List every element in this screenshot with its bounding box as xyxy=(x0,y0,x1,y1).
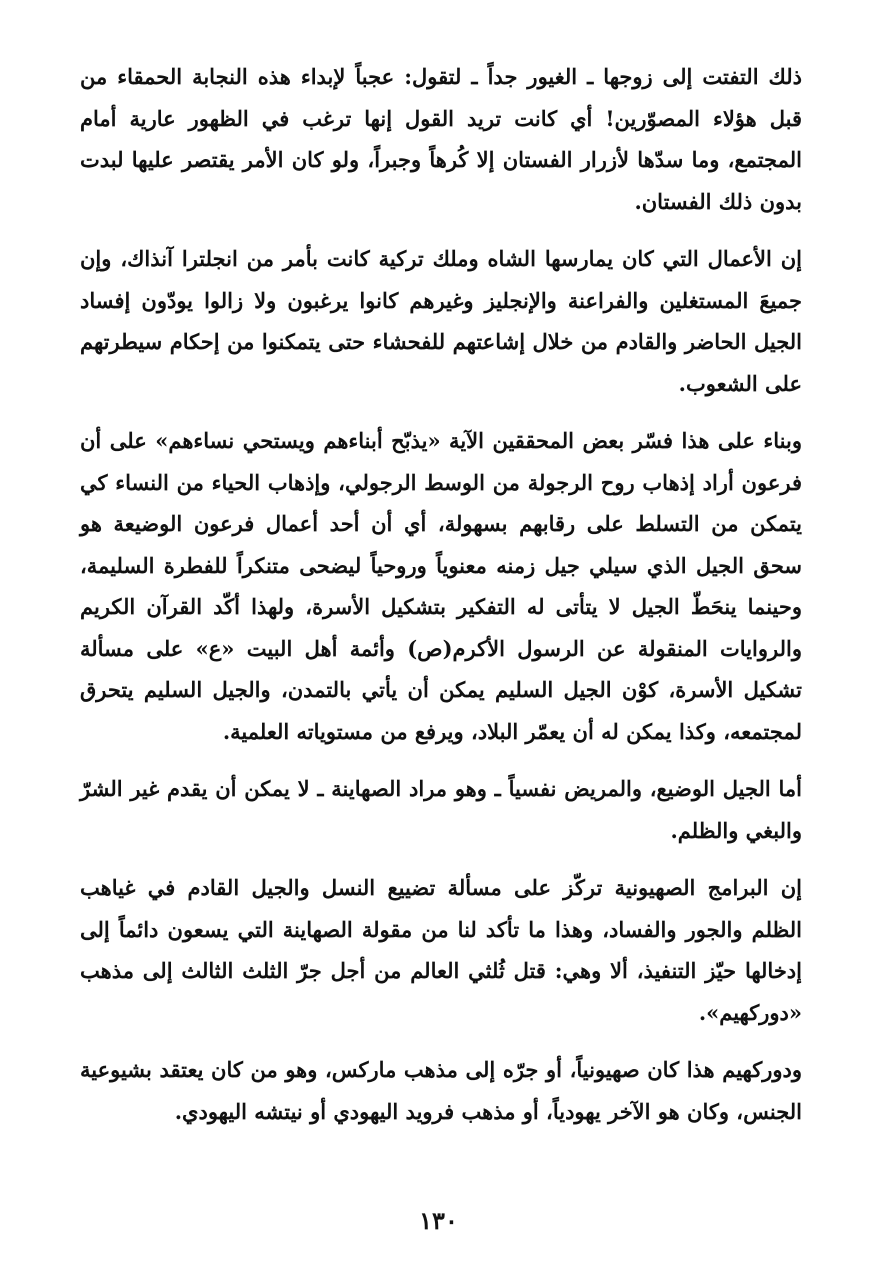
paragraph-3: وبناء على هذا فسّر بعض المحققين الآية «يذبّح أبناءهم ويستحي نساءهم» على أن فرعون أراد إذهاب روح الرجولة من الوسط الرجولي، وإذهاب الحياء من النساء كي يتمكن من التسلط على رقابهم بسهولة، أي أن أحد أعمال فرعون الوضيعة هو سحق الجيل الذي سيلي جيل زمنه معنوياً وروحياً ليضحى متنكراً للفطرة السليمة، وحينما ينحَطّ الجيل لا يتأتى له التفكير بتشكيل الأسرة، ولهذا أكّد القرآن الكريم والروايات المنقولة عن الرسول الأكرم(ص) وأئمة أهل البيت «ع» على مسألة تشكيل الأسرة، كوْن الجيل السليم يمكن أن يأتي بالتمدن، والجيل السليم يتحرق لمجتمعه، وكذا يمكن له أن يعمّر البلاد، ويرفع من مستوياته العلمية. xyxy=(80,428,802,744)
page-number: ١٣٠ xyxy=(419,1206,458,1235)
paragraph-6: ودوركهيم هذا كان صهيونياً، أو جرّه إلى مذهب ماركس، وهو من كان يعتقد بشيوعية الجنس، وكان هو الآخر يهودياً، أو مذهب فرويد اليهودي أو نيتشه اليهودي. xyxy=(80,1057,802,1124)
paragraph-2: إن الأعمال التي كان يمارسها الشاه وملك تركية كانت بأمر من انجلترا آنذاك، وإن جميعَ المستغلين والفراعنة والإنجليز وغيرهم كانوا يرغبون ولا زالوا يودّون إفساد الجيل الحاضر والقادم من خلال إشاعتهم للفحشاء حتى يتمكنوا من إحكام سيطرتهم على الشعوب. xyxy=(80,246,802,396)
body-text xyxy=(80,56,802,1148)
paragraph-4: أما الجيل الوضيع، والمريض نفسياً ـ وهو مراد الصهاينة ـ لا يمكن أن يقدم غير الشرّ والبغي والظلم. xyxy=(80,776,802,843)
paragraph-5: إن البرامج الصهيونية تركّز على مسألة تضييع النسل والجيل القادم في غياهب الظلم والجور والفساد، وهذا ما تأكد لنا من مقولة الصهاينة التي يسعون دائماً إلى إدخالها حيّز التنفيذ، ألا وهي: قتل ثُلثي العالم من أجل جرّ الثلث الثالث إلى مذهب «دوركهيم». xyxy=(80,875,802,1025)
paragraph-1: ذلك التفتت إلى زوجها ـ الغيور جداً ـ لتقول: عجباً لإبداء هذه النجابة الحمقاء من قبل هؤلاء المصوّرين! أي كانت تريد القول إنها ترغب في الظهور عارية أمام المجتمع، وما سدّها لأزرار الفستان إلا كُرهاً وجبراً، ولو كان الأمر يقتصر عليها لبدت بدون ذلك الفستان. xyxy=(80,64,802,214)
